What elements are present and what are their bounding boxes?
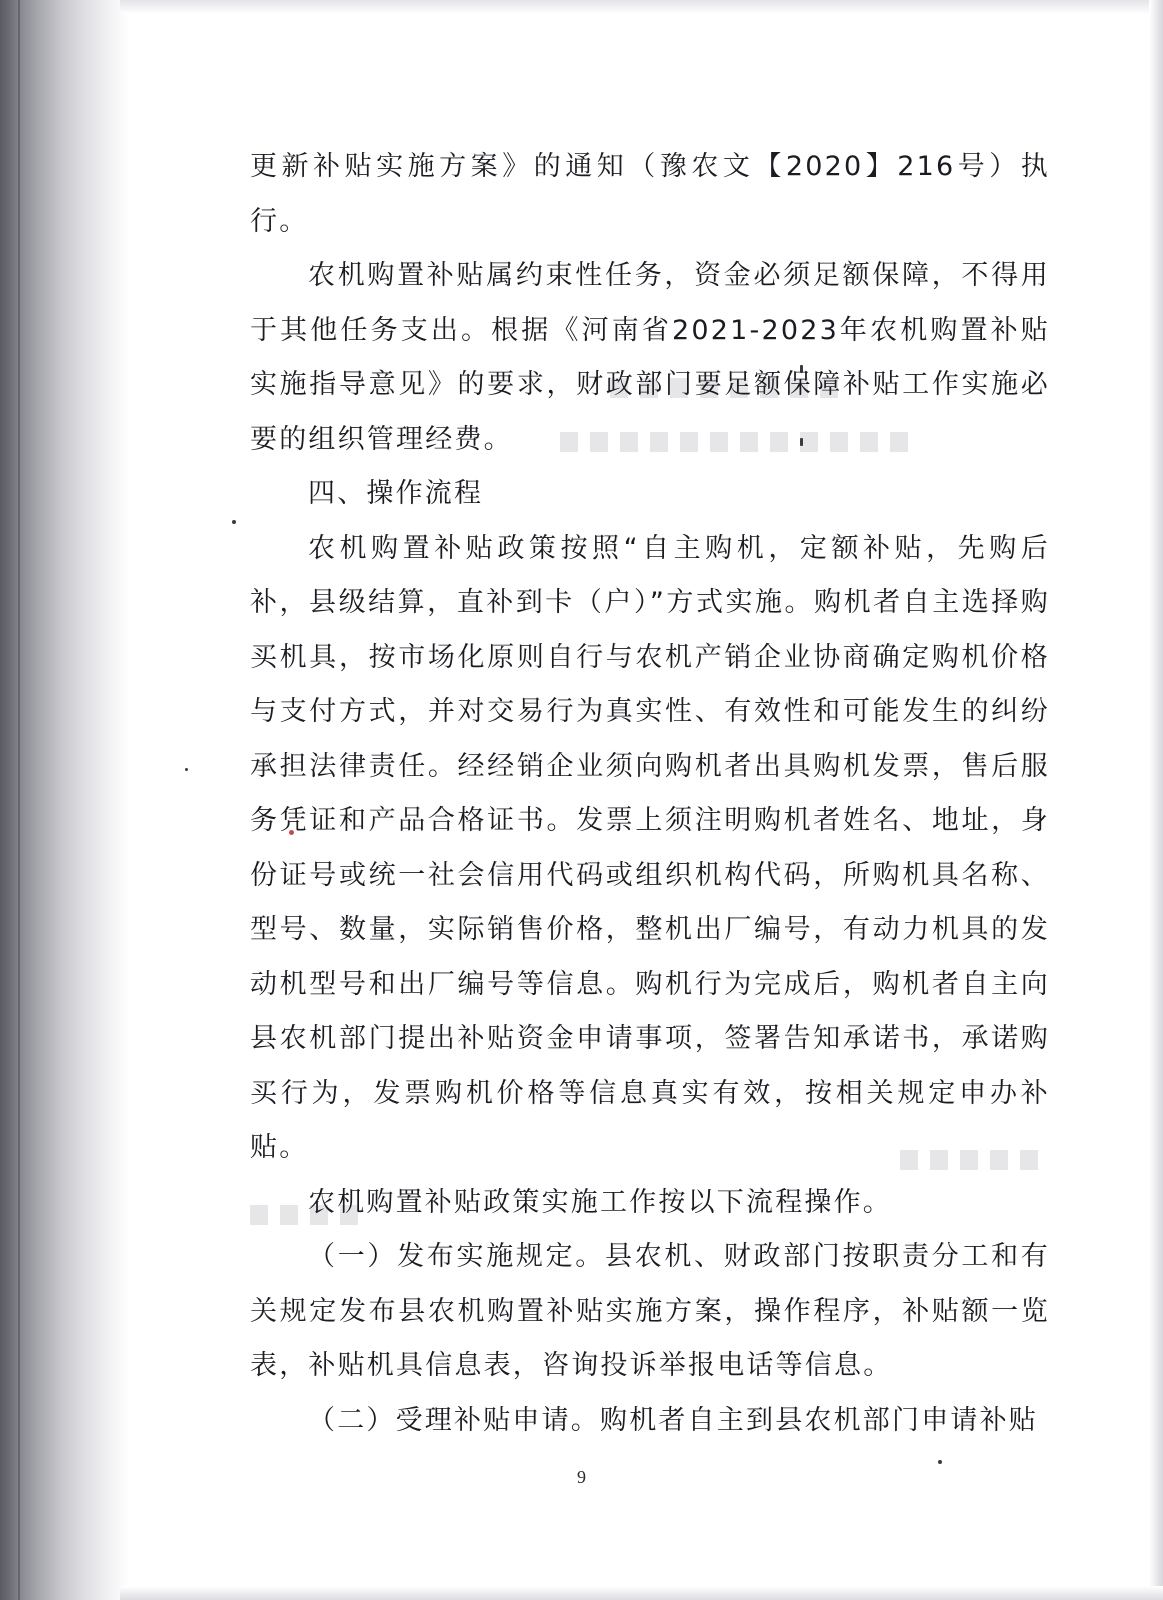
scan-speck [938,1460,942,1464]
page-number: 9 [577,1467,586,1487]
paragraph: 农机购置补贴政策实施工作按以下流程操作。 [308,1186,892,1218]
section-heading: 四、操作流程 [308,478,484,509]
document-body [250,140,1050,1448]
scan-speck [232,520,236,524]
page-bottom-edge [120,1586,1163,1600]
gutter-edge-line [18,0,20,1600]
paragraph: 农机购置补贴政策按照“自主购机，定额补贴，先购后补，县级结算，直补到卡（户）”方式实施。购机者自主选择购买机具，按市场化原则自行与农机产销企业协商确定购机价格与支付方式，并对交易行为真实性、有效性和可能发生的纠纷承担法律责任。经经销企业须向购机者出具购机发票，售后服务凭证和产品合格证书。发票上须注明购机者姓名、地址，身份证号或统一社会信用代码或组织机构代码，所购机具名称、型号、数量，实际销售价格，整机出厂编号，有动力机具的发动机型号和出厂编号等信息。购机行为完成后，购机者自主向县农机部门提出补贴资金申请事项，签署告知承诺书，承诺购买行为，发票购机价格等信息真实有效，按相关规定申办补贴。 [250,532,1050,1163]
paragraph: （一）发布实施规定。县农机、财政部门按职责分工和有关规定发布县农机购置补贴实施方案，操作程序，补贴额一览表，补贴机具信息表，咨询投诉举报电话等信息。 [250,1241,1050,1381]
paragraph: 更新补贴实施方案》的通知（豫农文【2020】216号）执行。 [250,151,1050,237]
page-right-edge [1149,0,1163,1600]
page-top-edge [120,0,1150,14]
scan-speck [185,768,188,771]
paragraph: （二）受理补贴申请。购机者自主到县农机部门申请补贴 [308,1404,1038,1436]
paragraph: 农机购置补贴属约束性任务，资金必须足额保障，不得用于其他任务支出。根据《河南省2021-2023年农机购置补贴实施指导意见》的要求，财政部门要足额保障补贴工作实施必要的组织管理经费。 [250,260,1050,455]
